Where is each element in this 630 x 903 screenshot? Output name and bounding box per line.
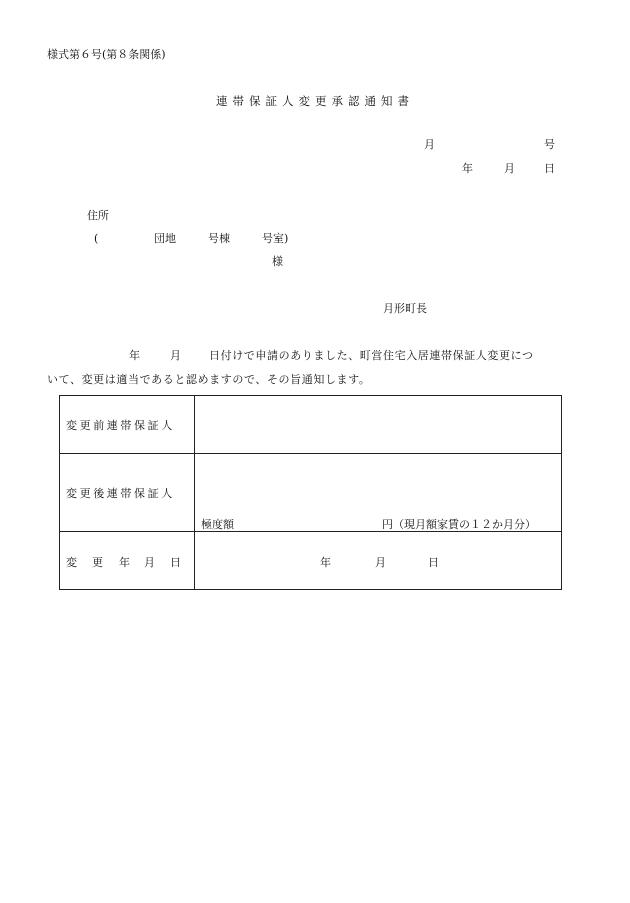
previous-guarantor-label: 変更前連帯保証人 [60, 396, 195, 454]
body-year-label: 年 [129, 349, 140, 362]
issue-month-label: 月 [424, 138, 435, 151]
previous-guarantor-value [195, 396, 562, 454]
change-date-label [60, 532, 195, 590]
form-number: 様式第６号(第８条関係) [47, 48, 166, 61]
change-date-label-char: 月 [144, 556, 158, 569]
address-room-label: 号室) [262, 232, 289, 245]
document-title: 連帯保証人変更承認通知書 [216, 94, 414, 108]
change-date-label-char: 変 [66, 556, 80, 569]
change-date-value [195, 532, 562, 590]
issue-number-label: 号 [544, 138, 555, 151]
change-date-label-char: 日 [170, 556, 184, 569]
change-date-label-char: 年 [119, 556, 133, 569]
address-danchi-label: 団地 [154, 232, 176, 245]
table-row-previous-guarantor [60, 396, 562, 454]
address-building-label: 号棟 [208, 232, 230, 245]
new-guarantor-label: 変更後連帯保証人 [60, 454, 195, 532]
guarantor-change-table [59, 395, 562, 590]
body-text-line-1-rest: 日付けで申請のありました、町営住宅入居連帯保証人変更につ [209, 349, 534, 362]
table-row-new-guarantor [60, 454, 562, 532]
body-month-label: 月 [170, 349, 181, 362]
change-date-year-label: 年 [320, 556, 331, 569]
table-row-change-date [60, 532, 562, 590]
address-label: 住所 [87, 209, 109, 222]
recipient-honorific: 様 [272, 255, 283, 268]
issue-date-year-label: 年 [462, 162, 473, 175]
change-date-label-char: 更 [92, 556, 106, 569]
body-text-line-2: いて、変更は適当であると認めますので、その旨通知します。 [47, 373, 371, 386]
address-paren-open: ( [94, 232, 99, 245]
change-date-month-label: 月 [375, 556, 386, 569]
limit-amount-label: 極度額 [201, 518, 234, 531]
issuer-name: 月形町長 [383, 302, 427, 315]
change-date-day-label: 日 [428, 556, 439, 569]
limit-amount-suffix: 円（現月額家賃の１２か月分） [382, 518, 536, 531]
issue-date-day-label: 日 [544, 162, 555, 175]
issue-date-month-label: 月 [504, 162, 515, 175]
new-guarantor-value [195, 454, 562, 532]
